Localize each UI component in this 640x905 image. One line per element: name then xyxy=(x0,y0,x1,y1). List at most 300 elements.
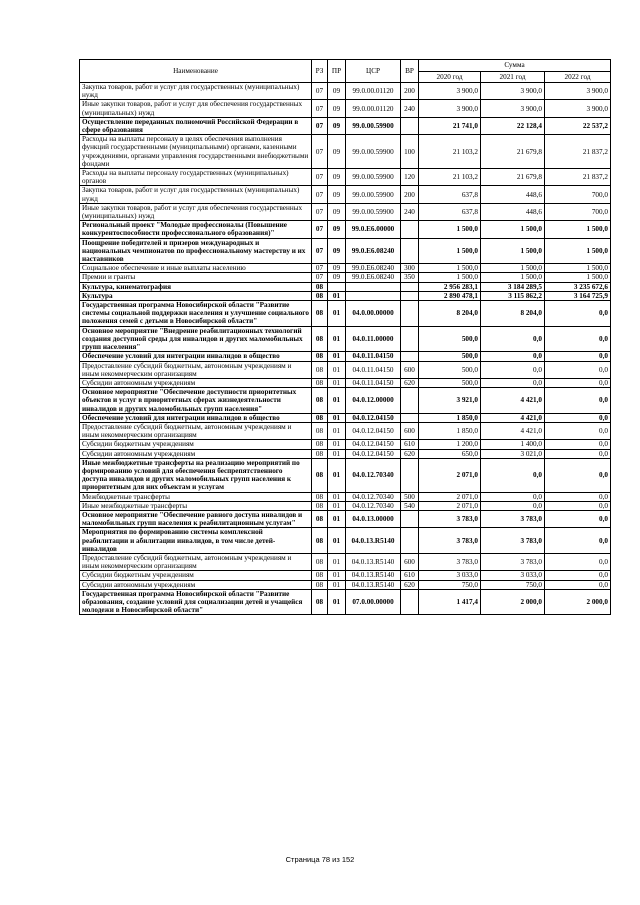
cell-2021: 1 500,0 xyxy=(481,264,545,273)
cell-2021: 3 115 862,2 xyxy=(481,291,545,300)
cell-rz: 07 xyxy=(312,264,328,273)
table-row xyxy=(80,378,611,387)
cell-vr xyxy=(401,388,419,414)
header-sum: Сумма xyxy=(419,60,611,72)
cell-pr: 09 xyxy=(328,238,346,264)
cell-2021: 0,0 xyxy=(481,501,545,510)
cell-vr xyxy=(401,458,419,492)
cell-rz: 08 xyxy=(312,553,328,570)
cell-2021: 3 783,0 xyxy=(481,528,545,554)
cell-2021: 3 900,0 xyxy=(481,83,545,100)
table-row xyxy=(80,361,611,378)
cell-rz: 08 xyxy=(312,352,328,361)
cell-csr: 99.0.00.59900 xyxy=(346,135,401,169)
cell-csr: 04.0.13.R5140 xyxy=(346,553,401,570)
table-row xyxy=(80,449,611,458)
table-row xyxy=(80,301,611,327)
cell-vr: 620 xyxy=(401,378,419,387)
cell-vr: 200 xyxy=(401,186,419,203)
cell-2022: 3 900,0 xyxy=(545,83,611,100)
cell-vr: 200 xyxy=(401,83,419,100)
cell-name: Субсидии бюджетным учреждениям xyxy=(80,440,312,449)
cell-2022: 0,0 xyxy=(545,492,611,501)
cell-name: Обеспечение условий для интеграции инвалидов в общество xyxy=(80,413,312,422)
cell-name: Субсидии автономным учреждениям xyxy=(80,449,312,458)
cell-2020: 3 900,0 xyxy=(419,83,481,100)
cell-2022: 700,0 xyxy=(545,186,611,203)
cell-name: Основное мероприятие "Внедрение реабилитационных технологий создания доступной среды для инвалидов и других маломобильных групп населения" xyxy=(80,326,312,352)
cell-rz: 08 xyxy=(312,589,328,615)
cell-name: Государственная программа Новосибирской области "Развитие образования, создание условий для социализации детей и учащейся молодежи в Новосибирской области" xyxy=(80,589,312,615)
cell-vr: 540 xyxy=(401,501,419,510)
cell-rz: 08 xyxy=(312,492,328,501)
cell-rz: 07 xyxy=(312,169,328,186)
cell-2020: 21 103,2 xyxy=(419,169,481,186)
cell-2022: 3 164 725,9 xyxy=(545,291,611,300)
table-row xyxy=(80,413,611,422)
cell-pr: 01 xyxy=(328,510,346,527)
cell-vr xyxy=(401,589,419,615)
cell-rz: 08 xyxy=(312,282,328,291)
cell-name: Обеспечение условий для интеграции инвалидов в общество xyxy=(80,352,312,361)
cell-2020: 3 033,0 xyxy=(419,571,481,580)
cell-2022: 0,0 xyxy=(545,361,611,378)
cell-2022: 21 837,2 xyxy=(545,135,611,169)
cell-name: Премии и гранты xyxy=(80,273,312,282)
cell-csr: 04.0.11.04150 xyxy=(346,378,401,387)
cell-2022: 0,0 xyxy=(545,449,611,458)
table-row xyxy=(80,352,611,361)
cell-2022: 0,0 xyxy=(545,422,611,439)
cell-rz: 08 xyxy=(312,361,328,378)
cell-rz: 08 xyxy=(312,378,328,387)
cell-rz: 07 xyxy=(312,135,328,169)
cell-vr: 350 xyxy=(401,273,419,282)
table-row xyxy=(80,388,611,414)
cell-name: Региональный проект "Молодые профессионалы (Повышение конкурентоспособности профессионального образования)" xyxy=(80,221,312,238)
cell-pr: 09 xyxy=(328,135,346,169)
table-row xyxy=(80,571,611,580)
cell-pr: 01 xyxy=(328,361,346,378)
cell-csr: 04.0.12.70340 xyxy=(346,492,401,501)
cell-2021: 8 204,0 xyxy=(481,301,545,327)
cell-2022: 1 500,0 xyxy=(545,238,611,264)
cell-2022: 0,0 xyxy=(545,440,611,449)
cell-2021: 448,6 xyxy=(481,186,545,203)
table-row xyxy=(80,83,611,100)
cell-name: Поощрение победителей и призеров международных и национальных чемпионатов по профессиональному мастерству и их наставников xyxy=(80,238,312,264)
cell-csr: 07.0.00.00000 xyxy=(346,589,401,615)
cell-2020: 500,0 xyxy=(419,326,481,352)
cell-name: Расходы на выплаты персоналу в целях обеспечения выполнения функций государственными (муниципальными) органами, казенными учреждениями, органами управления государственными внебюджетными фондами xyxy=(80,135,312,169)
cell-2020: 637,8 xyxy=(419,186,481,203)
cell-rz: 08 xyxy=(312,580,328,589)
table-row xyxy=(80,510,611,527)
cell-pr: 09 xyxy=(328,169,346,186)
table-row xyxy=(80,553,611,570)
cell-2020: 1 500,0 xyxy=(419,238,481,264)
cell-2021: 448,6 xyxy=(481,203,545,220)
cell-vr xyxy=(401,301,419,327)
table-row xyxy=(80,589,611,615)
cell-csr: 99.0.00.01120 xyxy=(346,100,401,117)
cell-name: Иные закупки товаров, работ и услуг для обеспечения государственных (муниципальных) нужд xyxy=(80,100,312,117)
cell-rz: 08 xyxy=(312,510,328,527)
cell-vr: 600 xyxy=(401,422,419,439)
cell-2021: 1 500,0 xyxy=(481,238,545,264)
cell-2022: 3 900,0 xyxy=(545,100,611,117)
cell-csr: 04.0.12.04150 xyxy=(346,440,401,449)
cell-rz: 07 xyxy=(312,238,328,264)
cell-csr: 99.0.00.59900 xyxy=(346,117,401,134)
cell-name: Субсидии бюджетным учреждениям xyxy=(80,571,312,580)
cell-2022: 0,0 xyxy=(545,388,611,414)
cell-2020: 500,0 xyxy=(419,361,481,378)
cell-vr xyxy=(401,352,419,361)
cell-csr: 99.0.00.59900 xyxy=(346,203,401,220)
cell-csr: 99.0.00.59900 xyxy=(346,169,401,186)
cell-pr: 01 xyxy=(328,449,346,458)
cell-2020: 1 500,0 xyxy=(419,264,481,273)
table-row xyxy=(80,238,611,264)
header-vr: ВР xyxy=(401,60,419,83)
cell-rz: 08 xyxy=(312,501,328,510)
cell-2022: 0,0 xyxy=(545,510,611,527)
table-row xyxy=(80,135,611,169)
cell-2021: 0,0 xyxy=(481,352,545,361)
cell-2022: 1 500,0 xyxy=(545,273,611,282)
cell-2021: 1 400,0 xyxy=(481,440,545,449)
cell-rz: 08 xyxy=(312,528,328,554)
cell-rz: 08 xyxy=(312,449,328,458)
cell-pr: 01 xyxy=(328,458,346,492)
cell-2022: 0,0 xyxy=(545,571,611,580)
table-row xyxy=(80,273,611,282)
table-row xyxy=(80,501,611,510)
cell-rz: 08 xyxy=(312,422,328,439)
cell-2022: 2 000,0 xyxy=(545,589,611,615)
cell-pr: 01 xyxy=(328,440,346,449)
table-row xyxy=(80,264,611,273)
cell-2020: 3 783,0 xyxy=(419,510,481,527)
cell-rz: 07 xyxy=(312,186,328,203)
table-row xyxy=(80,186,611,203)
cell-2021: 3 900,0 xyxy=(481,100,545,117)
table-row xyxy=(80,458,611,492)
cell-2022: 1 500,0 xyxy=(545,264,611,273)
table-row xyxy=(80,492,611,501)
cell-csr: 99.0.E6.00000 xyxy=(346,221,401,238)
cell-2020: 1 850,0 xyxy=(419,413,481,422)
cell-2020: 1 200,0 xyxy=(419,440,481,449)
cell-name: Мероприятия по формированию системы комплексной реабилитации и абилитации инвалидов, в том числе детей-инвалидов xyxy=(80,528,312,554)
cell-2021: 0,0 xyxy=(481,326,545,352)
cell-2020: 3 783,0 xyxy=(419,553,481,570)
cell-2020: 3 783,0 xyxy=(419,528,481,554)
budget-table-container xyxy=(79,59,610,615)
cell-pr: 01 xyxy=(328,326,346,352)
cell-pr: 01 xyxy=(328,413,346,422)
cell-2022: 0,0 xyxy=(545,458,611,492)
cell-2021: 3 184 289,5 xyxy=(481,282,545,291)
header-year-2020: 2020 год xyxy=(419,72,481,83)
cell-csr: 04.0.13.R5140 xyxy=(346,528,401,554)
cell-csr: 04.0.11.04150 xyxy=(346,361,401,378)
header-rz: РЗ xyxy=(312,60,328,83)
cell-name: Предоставление субсидий бюджетным, автономным учреждениям и иным некоммерческим организациям xyxy=(80,422,312,439)
cell-rz: 07 xyxy=(312,273,328,282)
cell-pr: 01 xyxy=(328,492,346,501)
cell-name: Основное мероприятие "Обеспечение равного доступа инвалидов и маломобильных групп населения к реабилитационным услугам" xyxy=(80,510,312,527)
table-row xyxy=(80,203,611,220)
cell-rz: 08 xyxy=(312,388,328,414)
header-year-2021: 2021 год xyxy=(481,72,545,83)
cell-vr xyxy=(401,528,419,554)
cell-pr: 01 xyxy=(328,553,346,570)
cell-2021: 1 500,0 xyxy=(481,273,545,282)
cell-2020: 500,0 xyxy=(419,352,481,361)
cell-csr: 04.0.12.70340 xyxy=(346,458,401,492)
cell-name: Закупка товаров, работ и услуг для государственных (муниципальных) нужд xyxy=(80,186,312,203)
cell-vr: 240 xyxy=(401,100,419,117)
cell-2022: 0,0 xyxy=(545,413,611,422)
cell-2020: 21 103,2 xyxy=(419,135,481,169)
cell-csr: 04.0.00.00000 xyxy=(346,301,401,327)
cell-csr: 04.0.12.04150 xyxy=(346,413,401,422)
table-row xyxy=(80,221,611,238)
cell-pr: 01 xyxy=(328,378,346,387)
cell-2020: 2 071,0 xyxy=(419,501,481,510)
cell-rz: 07 xyxy=(312,100,328,117)
cell-2020: 2 071,0 xyxy=(419,458,481,492)
cell-csr: 04.0.11.00000 xyxy=(346,326,401,352)
cell-pr: 09 xyxy=(328,117,346,134)
cell-2020: 2 071,0 xyxy=(419,492,481,501)
cell-name: Государственная программа Новосибирской области "Развитие системы социальной поддержки населения и улучшение социального положения семей с детьми в Новосибирской области" xyxy=(80,301,312,327)
cell-csr: 99.0.E6.08240 xyxy=(346,264,401,273)
cell-pr: 09 xyxy=(328,186,346,203)
cell-csr xyxy=(346,282,401,291)
cell-2021: 21 679,8 xyxy=(481,169,545,186)
cell-2020: 3 921,0 xyxy=(419,388,481,414)
cell-csr: 99.0.00.01120 xyxy=(346,83,401,100)
cell-2022: 0,0 xyxy=(545,301,611,327)
cell-csr: 04.0.12.00000 xyxy=(346,388,401,414)
table-row xyxy=(80,528,611,554)
cell-vr: 610 xyxy=(401,440,419,449)
cell-name: Культура xyxy=(80,291,312,300)
cell-vr xyxy=(401,117,419,134)
cell-pr: 09 xyxy=(328,203,346,220)
cell-name: Основное мероприятие "Обеспечение доступности приоритетных объектов и услуг в приоритетных сферах жизнедеятельности инвалидов и других маломобильных групп населения" xyxy=(80,388,312,414)
cell-vr xyxy=(401,291,419,300)
cell-2022: 0,0 xyxy=(545,553,611,570)
cell-2022: 0,0 xyxy=(545,326,611,352)
cell-rz: 07 xyxy=(312,117,328,134)
cell-2021: 0,0 xyxy=(481,361,545,378)
table-row xyxy=(80,440,611,449)
cell-csr: 04.0.12.04150 xyxy=(346,449,401,458)
cell-rz: 08 xyxy=(312,301,328,327)
cell-pr: 01 xyxy=(328,501,346,510)
cell-2022: 0,0 xyxy=(545,528,611,554)
cell-2020: 1 500,0 xyxy=(419,273,481,282)
cell-2021: 3 033,0 xyxy=(481,571,545,580)
cell-2020: 1 417,4 xyxy=(419,589,481,615)
cell-2021: 0,0 xyxy=(481,378,545,387)
cell-2022: 0,0 xyxy=(545,501,611,510)
cell-pr: 01 xyxy=(328,352,346,361)
cell-rz: 08 xyxy=(312,413,328,422)
cell-2020: 500,0 xyxy=(419,378,481,387)
cell-pr xyxy=(328,282,346,291)
cell-vr xyxy=(401,326,419,352)
table-row xyxy=(80,291,611,300)
cell-pr: 09 xyxy=(328,221,346,238)
cell-name: Иные закупки товаров, работ и услуг для обеспечения государственных (муниципальных) нужд xyxy=(80,203,312,220)
cell-vr: 610 xyxy=(401,571,419,580)
cell-2021: 4 421,0 xyxy=(481,388,545,414)
cell-pr: 01 xyxy=(328,589,346,615)
table-row xyxy=(80,422,611,439)
cell-2022: 0,0 xyxy=(545,378,611,387)
cell-2020: 8 204,0 xyxy=(419,301,481,327)
cell-pr: 01 xyxy=(328,301,346,327)
cell-vr: 120 xyxy=(401,169,419,186)
cell-csr: 04.0.13.00000 xyxy=(346,510,401,527)
table-row xyxy=(80,580,611,589)
cell-2020: 650,0 xyxy=(419,449,481,458)
cell-rz: 08 xyxy=(312,458,328,492)
cell-pr: 01 xyxy=(328,580,346,589)
cell-vr: 300 xyxy=(401,264,419,273)
cell-vr: 620 xyxy=(401,449,419,458)
cell-vr: 500 xyxy=(401,492,419,501)
cell-2020: 21 741,0 xyxy=(419,117,481,134)
cell-pr: 01 xyxy=(328,528,346,554)
cell-vr: 100 xyxy=(401,135,419,169)
cell-name: Предоставление субсидий бюджетным, автономным учреждениям и иным некоммерческим организациям xyxy=(80,553,312,570)
table-row xyxy=(80,169,611,186)
cell-vr: 240 xyxy=(401,203,419,220)
cell-pr: 09 xyxy=(328,83,346,100)
cell-pr: 09 xyxy=(328,264,346,273)
cell-pr: 09 xyxy=(328,273,346,282)
cell-2020: 1 500,0 xyxy=(419,221,481,238)
cell-name: Иные межбюджетные трансферты на реализацию мероприятий по формированию условий для обеспечения беспрепятственного доступа инвалидов и других маломобильных групп населения к приоритетным для них объектам и услугам xyxy=(80,458,312,492)
page-number: Страница 78 из 152 xyxy=(285,855,355,864)
cell-rz: 08 xyxy=(312,326,328,352)
cell-name: Социальное обеспечение и иные выплаты населению xyxy=(80,264,312,273)
cell-csr: 99.0.E6.08240 xyxy=(346,273,401,282)
cell-name: Предоставление субсидий бюджетным, автономным учреждениям и иным некоммерческим организациям xyxy=(80,361,312,378)
cell-name: Закупка товаров, работ и услуг для государственных (муниципальных) нужд xyxy=(80,83,312,100)
cell-2022: 0,0 xyxy=(545,580,611,589)
cell-2020: 2 956 283,1 xyxy=(419,282,481,291)
cell-rz: 07 xyxy=(312,221,328,238)
header-csr: ЦСР xyxy=(346,60,401,83)
cell-rz: 07 xyxy=(312,83,328,100)
cell-2022: 22 537,2 xyxy=(545,117,611,134)
cell-vr xyxy=(401,221,419,238)
table-row xyxy=(80,100,611,117)
cell-csr: 04.0.12.04150 xyxy=(346,422,401,439)
cell-2022: 700,0 xyxy=(545,203,611,220)
cell-2021: 3 783,0 xyxy=(481,510,545,527)
cell-2021: 21 679,8 xyxy=(481,135,545,169)
cell-2020: 1 850,0 xyxy=(419,422,481,439)
cell-2020: 637,8 xyxy=(419,203,481,220)
cell-2021: 1 500,0 xyxy=(481,221,545,238)
cell-csr: 04.0.13.R5140 xyxy=(346,580,401,589)
cell-2021: 2 000,0 xyxy=(481,589,545,615)
cell-name: Расходы на выплаты персоналу государственных (муниципальных) органов xyxy=(80,169,312,186)
cell-2021: 4 421,0 xyxy=(481,422,545,439)
cell-2021: 4 421,0 xyxy=(481,413,545,422)
cell-name: Субсидии автономным учреждениям xyxy=(80,580,312,589)
cell-name: Межбюджетные трансферты xyxy=(80,492,312,501)
cell-csr: 04.0.12.70340 xyxy=(346,501,401,510)
cell-2020: 2 890 478,1 xyxy=(419,291,481,300)
cell-csr: 99.0.E6.08240 xyxy=(346,238,401,264)
cell-2021: 3 783,0 xyxy=(481,553,545,570)
cell-vr: 620 xyxy=(401,580,419,589)
cell-pr: 01 xyxy=(328,422,346,439)
cell-pr: 01 xyxy=(328,571,346,580)
cell-vr xyxy=(401,413,419,422)
cell-2021: 3 021,0 xyxy=(481,449,545,458)
cell-rz: 08 xyxy=(312,440,328,449)
cell-rz: 08 xyxy=(312,291,328,300)
cell-2020: 750,0 xyxy=(419,580,481,589)
cell-2022: 3 235 672,6 xyxy=(545,282,611,291)
cell-vr xyxy=(401,238,419,264)
header-name: Наименование xyxy=(80,60,312,83)
cell-vr: 600 xyxy=(401,553,419,570)
header-row-top xyxy=(80,60,611,72)
cell-csr xyxy=(346,291,401,300)
cell-pr: 01 xyxy=(328,291,346,300)
cell-2022: 1 500,0 xyxy=(545,221,611,238)
table-row xyxy=(80,282,611,291)
table-row xyxy=(80,117,611,134)
cell-csr: 04.0.11.04150 xyxy=(346,352,401,361)
cell-2021: 0,0 xyxy=(481,458,545,492)
table-row xyxy=(80,326,611,352)
table-body xyxy=(80,83,611,615)
cell-name: Осуществление переданных полномочий Российской Федерации в сфере образования xyxy=(80,117,312,134)
header-year-2022: 2022 год xyxy=(545,72,611,83)
cell-vr xyxy=(401,510,419,527)
cell-2022: 0,0 xyxy=(545,352,611,361)
cell-2021: 750,0 xyxy=(481,580,545,589)
cell-name: Субсидии автономным учреждениям xyxy=(80,378,312,387)
cell-2021: 0,0 xyxy=(481,492,545,501)
header-pr: ПР xyxy=(328,60,346,83)
cell-rz: 08 xyxy=(312,571,328,580)
cell-csr: 04.0.13.R5140 xyxy=(346,571,401,580)
cell-csr: 99.0.00.59900 xyxy=(346,186,401,203)
cell-pr: 01 xyxy=(328,388,346,414)
cell-2022: 21 837,2 xyxy=(545,169,611,186)
budget-table xyxy=(79,59,611,615)
cell-vr: 600 xyxy=(401,361,419,378)
cell-pr: 09 xyxy=(328,100,346,117)
cell-2021: 22 128,4 xyxy=(481,117,545,134)
cell-name: Иные межбюджетные трансферты xyxy=(80,501,312,510)
cell-rz: 07 xyxy=(312,203,328,220)
cell-vr xyxy=(401,282,419,291)
